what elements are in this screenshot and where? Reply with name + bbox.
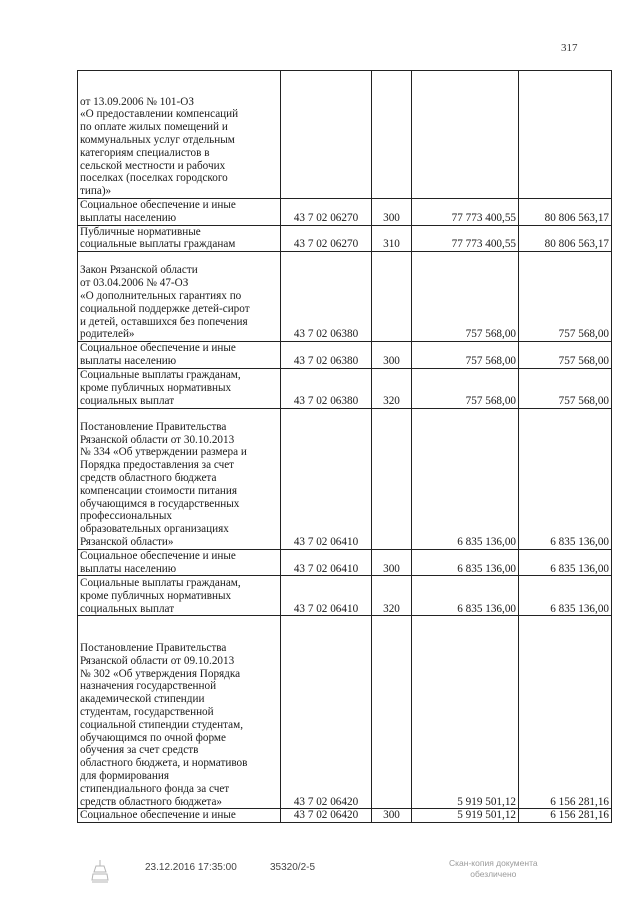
row-code: 43 7 02 06410: [281, 576, 372, 616]
row-expense-type: [372, 408, 412, 549]
row-expense-type: [372, 71, 412, 199]
row-amount-1: 77 773 400,55: [412, 225, 519, 252]
table-row: [78, 368, 612, 408]
row-amount-1: 6 835 136,00: [412, 549, 519, 576]
row-expense-type: 300: [372, 809, 412, 823]
row-code: 43 7 02 06270: [281, 225, 372, 252]
row-name: Постановление Правительства Рязанской области от 30.10.2013 № 334 «Об утверждении размера и Порядка предоставления за счет средств областного бюджета компенсации стоимости питания обучающимся в государственных профессиональных образовательных организациях Рязанской области»: [78, 408, 281, 549]
row-expense-type: [372, 252, 412, 342]
row-name: Социальное обеспечение и иные выплаты населению: [78, 342, 281, 369]
row-name: от 13.09.2006 № 101-ОЗ «О предоставлении компенсаций по оплате жилых помещений и коммунальных услуг отдельным категориям специалистов в сельской местности и рабочих поселках (поселках городского типа)»: [78, 71, 281, 199]
row-amount-2: 757 568,00: [519, 342, 612, 369]
row-amount-2: 6 835 136,00: [519, 576, 612, 616]
table-row: [78, 616, 612, 809]
row-code: 43 7 02 06420: [281, 809, 372, 823]
row-amount-1: 757 568,00: [412, 252, 519, 342]
row-code: 43 7 02 06380: [281, 368, 372, 408]
row-amount-1: 757 568,00: [412, 342, 519, 369]
row-amount-1: 6 835 136,00: [412, 408, 519, 549]
page-number: 317: [561, 42, 578, 54]
row-name: Социальное обеспечение и иные выплаты населению: [78, 549, 281, 576]
row-amount-2: 757 568,00: [519, 368, 612, 408]
table-row: [78, 549, 612, 576]
row-name: Публичные нормативные социальные выплаты гражданам: [78, 225, 281, 252]
row-name: Социальное обеспечение и иные: [78, 809, 281, 823]
table-row: [78, 576, 612, 616]
row-expense-type: 310: [372, 225, 412, 252]
row-amount-2: 80 806 563,17: [519, 225, 612, 252]
row-amount-1: 5 919 501,12: [412, 809, 519, 823]
table-row: [78, 225, 612, 252]
row-amount-2: [519, 71, 612, 199]
row-amount-2: 6 835 136,00: [519, 408, 612, 549]
stamp-line-2: обезличено: [470, 869, 517, 879]
stamp-line-1: Скан-копия документа: [449, 858, 538, 868]
row-expense-type: 300: [372, 342, 412, 369]
row-amount-1: 5 919 501,12: [412, 616, 519, 809]
emblem-icon: [90, 858, 110, 886]
row-code: 43 7 02 06380: [281, 342, 372, 369]
scan-stamp: [449, 858, 538, 880]
table-row: [78, 408, 612, 549]
row-expense-type: 300: [372, 199, 412, 226]
footer-doc-number: 35320/2-5: [270, 862, 316, 873]
row-code: 43 7 02 06420: [281, 616, 372, 809]
table-row: [78, 199, 612, 226]
row-code: 43 7 02 06410: [281, 408, 372, 549]
table-row: [78, 71, 612, 199]
row-amount-1: 6 835 136,00: [412, 576, 519, 616]
row-amount-2: 6 156 281,16: [519, 809, 612, 823]
row-expense-type: 320: [372, 576, 412, 616]
table-row: [78, 809, 612, 823]
row-expense-type: [372, 616, 412, 809]
row-name: Социальные выплаты гражданам, кроме публичных нормативных социальных выплат: [78, 368, 281, 408]
row-name: Постановление Правительства Рязанской области от 09.10.2013 № 302 «Об утверждения Порядка назначения государственной академической стипендии студентам, государственной социальной стипендии студентам, обучающимся по очной форме обучения за счет средств областного бюджета, и нормативов для формирования стипендиального фонда за счет средств областного бюджета»: [78, 616, 281, 809]
table-row: [78, 342, 612, 369]
row-name: Социальные выплаты гражданам, кроме публичных нормативных социальных выплат: [78, 576, 281, 616]
footer-datetime: 23.12.2016 17:35:00: [145, 862, 237, 873]
table-row: [78, 252, 612, 342]
row-amount-2: 6 156 281,16: [519, 616, 612, 809]
row-amount-2: 757 568,00: [519, 252, 612, 342]
row-code: [281, 71, 372, 199]
row-name: Социальное обеспечение и иные выплаты населению: [78, 199, 281, 226]
row-amount-2: 6 835 136,00: [519, 549, 612, 576]
row-amount-1: [412, 71, 519, 199]
row-code: 43 7 02 06380: [281, 252, 372, 342]
row-code: 43 7 02 06410: [281, 549, 372, 576]
row-name: Закон Рязанской области от 03.04.2006 № 47-ОЗ «О дополнительных гарантиях по социальной поддержке детей-сирот и детей, оставшихся без попечения родителей»: [78, 252, 281, 342]
row-code: 43 7 02 06270: [281, 199, 372, 226]
row-expense-type: 320: [372, 368, 412, 408]
row-amount-2: 80 806 563,17: [519, 199, 612, 226]
row-expense-type: 300: [372, 549, 412, 576]
row-amount-1: 77 773 400,55: [412, 199, 519, 226]
budget-table: [77, 70, 612, 823]
row-amount-1: 757 568,00: [412, 368, 519, 408]
